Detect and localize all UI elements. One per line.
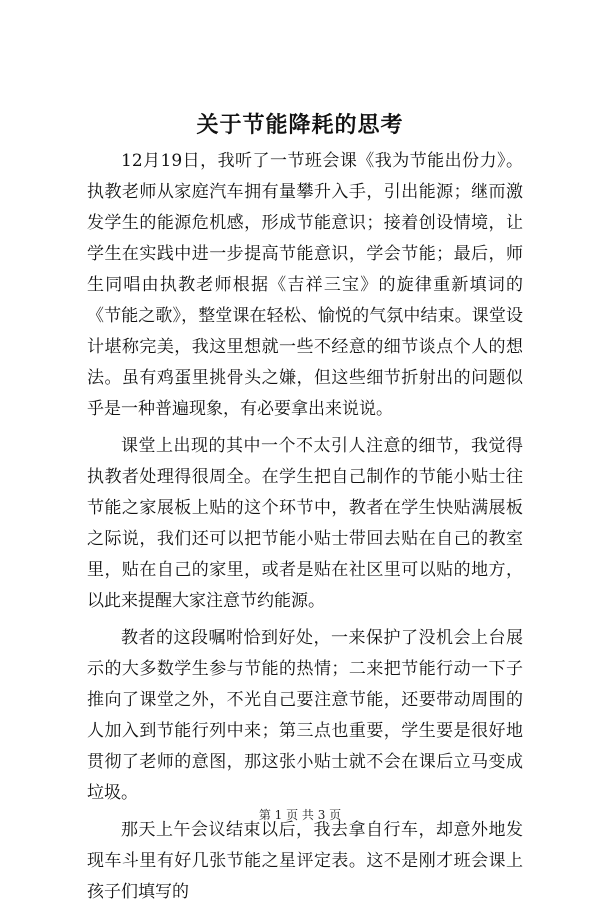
document-title: 关于节能降耗的思考 xyxy=(196,112,404,138)
paragraph-4: 那天上午会议结束以后，我去拿自行车，却意外地发现车斗里有好几张节能之星评定表。这不是刚才班会课上孩子们填写的 xyxy=(87,820,523,902)
paragraph-2: 课堂上出现的其中一个不太引人注意的细节，我觉得执教者处理得很周全。在学生把自己制作的节能小贴士往节能之家展板上贴的这个环节中，教者在学生快贴满展板之际说，我们还可以把节能小贴士带回去贴在自己的教室里，贴在自己的家里，或者是贴在社区里可以贴的地方，以此来提醒大家注意节约能源。 xyxy=(87,436,523,611)
paragraph-3: 教者的这段嘱咐恰到好处，一来保护了没机会上台展示的大多数学生参与节能的热情；二来把节能行动一下子推向了课堂之外，不光自己要注意节能，还要带动周围的人加入到节能行列中来；第三点也重要，学生要是很好地贯彻了老师的意图，那这张小贴士就不会在课后立马变成垃圾。 xyxy=(87,628,523,803)
document-body xyxy=(87,146,523,914)
page-footer: 第 1 页 共 3 页 xyxy=(258,808,342,822)
paragraph-1: 12月19日，我听了一节班会课《我为节能出份力》。执教老师从家庭汽车拥有量攀升入手，引出能源；继而激发学生的能源危机感，形成节能意识；接着创设情境，让学生在实践中进一步提高节能意识，学会节能；最后，师生同唱由执教老师根据《吉祥三宝》的旋律重新填词的《节能之歌》，整堂课在轻松、愉悦的气氛中结束。课堂设计堪称完美，我这里想就一些不经意的细节谈点个人的想法。虽有鸡蛋里挑骨头之嫌，但这些细节折射出的问题似乎是一种普遍现象，有必要拿出来说说。 xyxy=(87,151,523,419)
